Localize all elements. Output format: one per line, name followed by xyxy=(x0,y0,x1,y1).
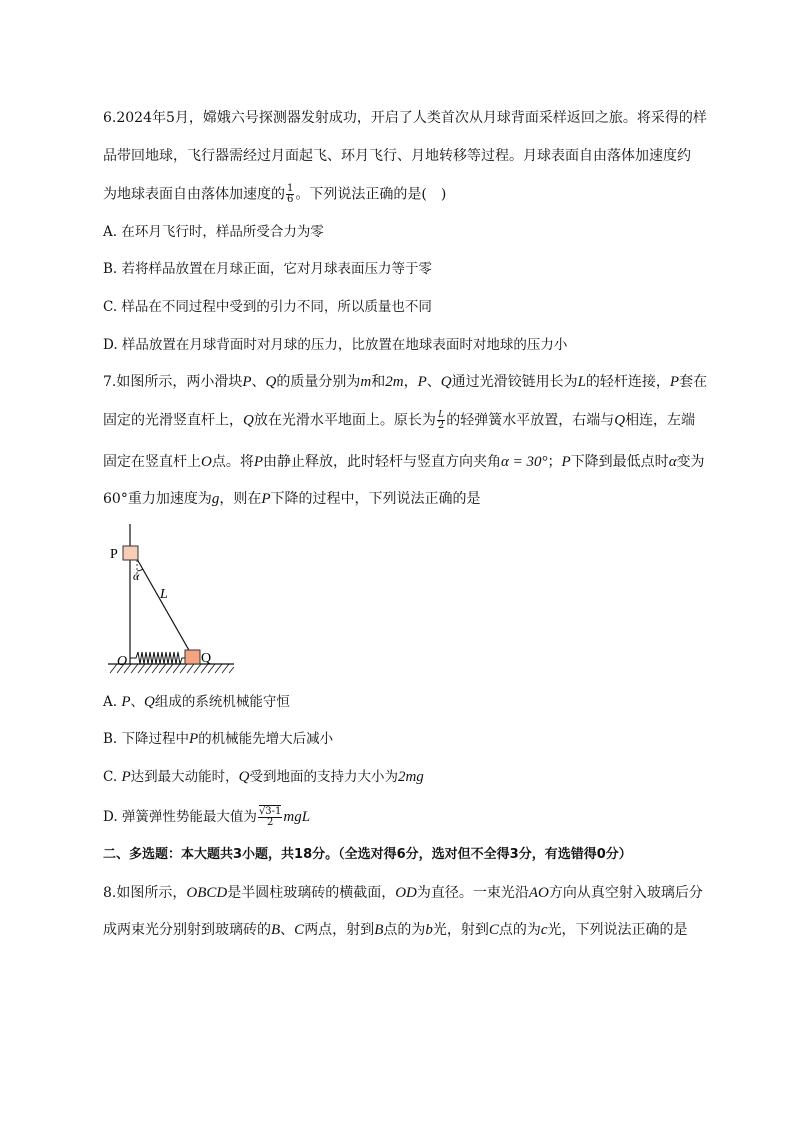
ground-hatch xyxy=(110,664,234,673)
section-2-heading: 二、多选题：本大题共3小题，共18分。（全选对得6分，选对但不全得3分，有选错得0分） xyxy=(103,847,632,862)
q7-line-4: 60°重力加速度为g，则在P下降的过程中，下列说法正确的是 xyxy=(103,491,481,507)
q8-line-2: 成两束光分别射到玻璃砖的B、C两点，射到B点的为b光，射到C点的为c光，下列说法正确的是 xyxy=(103,922,688,938)
q7-line-2: 固定的光滑竖直杆上，Q放在光滑水平地面上。原长为 $\frac{L}{2}$ 的轻弹簧水平放置，右端与Q相连，左端 xyxy=(103,409,696,431)
label-L: L xyxy=(160,587,168,602)
q6-line-3-post: 。下列说法正确的是( ) xyxy=(295,186,447,203)
q7-option-d: D. 弹簧弹性势能最大值为 $\frac{√3-1}{2}$ mgL xyxy=(103,806,311,828)
q6-option-c: C. 样品在不同过程中受到的引力不同，所以质量也不同 xyxy=(103,299,432,315)
label-O: O xyxy=(117,654,128,669)
q6-line-3-pre: 为地球表面自由落体加速度的 xyxy=(103,186,285,203)
q6-line-2: 品带回地球，飞行器需经过月面起飞、环月飞行、月地转移等过程。月球表面自由落体加速度约 xyxy=(103,148,691,164)
q6-line-3 xyxy=(103,184,446,205)
q7-option-a: A. P、Q组成的系统机械能守恒 xyxy=(103,694,290,710)
block-P xyxy=(123,546,138,560)
q7-line-1: 7.如图所示，两小滑块P、Q的质量分别为m和2m，P、Q通过光滑铰链用长为L的轻杆连接，P套在 xyxy=(103,374,708,390)
label-Q: Q xyxy=(201,651,212,666)
q8-line-1: 8.如图所示，OBCD是半圆柱玻璃砖的横截面，OD为直径。一束光沿AO方向从真空射入玻璃后分 xyxy=(103,885,703,901)
q7-option-c: C. P达到最大动能时，Q受到地面的支持力大小为2mg xyxy=(103,769,424,785)
q7-figure xyxy=(100,518,240,680)
q7-line-3: 固定在竖直杆上O点。将P由静止释放，此时轻杆与竖直方向夹角α = 30°；P下降到最低点时α变为 xyxy=(103,454,705,470)
block-Q xyxy=(185,650,200,664)
light-rod-L xyxy=(137,559,190,652)
q6-option-a: A. 在环月飞行时，样品所受合力为零 xyxy=(103,224,324,240)
fraction-sqrt3-minus-1-over-2: $\frac{√3-1}{2}$ xyxy=(258,806,282,828)
fraction-one-sixth: $\frac{1}{6}$ xyxy=(287,183,294,205)
q6-line-1: 6.2024年5月，嫦娥六号探测器发射成功，开启了人类首次从月球背面采样返回之旅。将采得的样 xyxy=(103,110,707,126)
label-P: P xyxy=(110,547,118,562)
q6-option-d: D. 样品放置在月球背面时对月球的压力，比放置在地球表面时对地球的压力小 xyxy=(103,337,568,353)
q6-option-b: B. 若将样品放置在月球正面，它对月球表面压力等于零 xyxy=(103,261,433,277)
fraction-half-L: $\frac{L}{2}$ xyxy=(437,409,445,431)
label-alpha: α xyxy=(133,569,140,583)
q7-option-b: B. 下降过程中P的机械能先增大后减小 xyxy=(103,731,334,747)
spring xyxy=(130,652,185,664)
